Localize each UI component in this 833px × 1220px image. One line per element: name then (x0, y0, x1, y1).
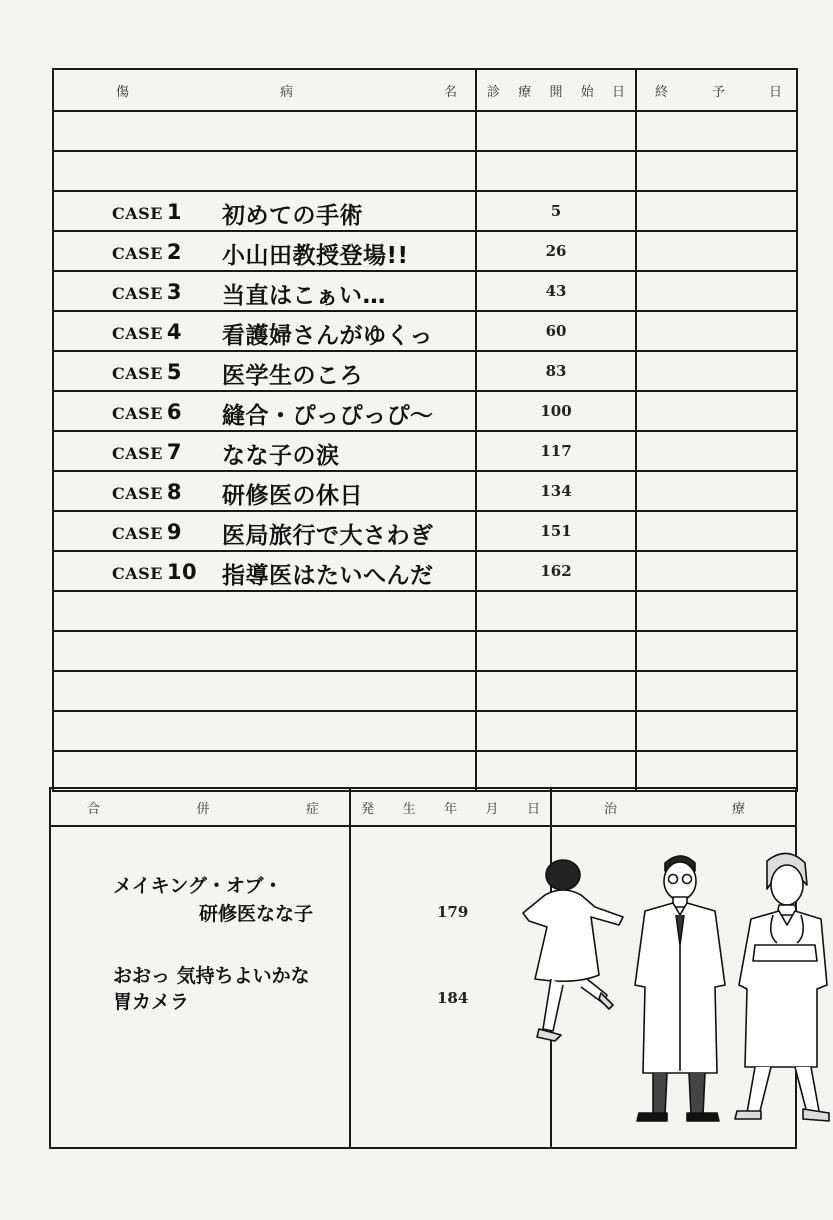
header-disease-name: 傷 病 名 (53, 69, 476, 111)
case-title: 初めての手術 (222, 203, 363, 229)
case-label: CASE 7 (112, 440, 183, 464)
header-row (53, 69, 797, 111)
case-title: 当直はこぁい… (222, 283, 387, 309)
extras-titles-cell (50, 826, 350, 1148)
case-title: 研修医の休日 (222, 483, 363, 509)
empty-row (53, 711, 797, 751)
empty-row (53, 751, 797, 791)
case-row (53, 551, 797, 591)
case-title: 看護婦さんがゆくっ (222, 323, 434, 349)
header-complication: 合 併 症 (50, 788, 350, 826)
case-label: CASE 8 (112, 480, 183, 504)
case-page: 162 (476, 551, 636, 591)
empty-row (53, 151, 797, 191)
young-doctor-figure (735, 853, 829, 1121)
empty-row (53, 111, 797, 151)
case-label: CASE 5 (112, 360, 183, 384)
case-title: 小山田教授登場!! (222, 243, 409, 269)
case-label: CASE 3 (112, 280, 183, 304)
extra-page: 184 (437, 989, 469, 1007)
header-end-date: 終 予 日 (636, 69, 797, 111)
header-treatment: 治 療 (551, 788, 796, 826)
header-onset-date: 発 生 年 月 日 (350, 788, 551, 826)
extras-header-row (50, 788, 796, 826)
case-row (53, 271, 797, 311)
case-row (53, 191, 797, 231)
case-page: 83 (476, 351, 636, 391)
extra-title-line: 研修医なな子 (199, 903, 314, 925)
case-page: 100 (476, 391, 636, 431)
case-row (53, 351, 797, 391)
extra-title-line: おおっ 気持ちよいかな (113, 965, 310, 987)
case-row (53, 231, 797, 271)
case-label: CASE 2 (112, 240, 183, 264)
header-start-date: 診 療 開 始 日 (476, 69, 636, 111)
case-label: CASE 9 (112, 520, 183, 544)
case-page: 60 (476, 311, 636, 351)
doctors-illustration (515, 845, 833, 1135)
extra-page: 179 (437, 903, 469, 921)
case-row (53, 511, 797, 551)
case-label: CASE 4 (112, 320, 183, 344)
running-figure (523, 860, 623, 1041)
empty-row (53, 591, 797, 631)
case-row (53, 431, 797, 471)
extra-title-line: 胃カメラ (113, 991, 190, 1013)
case-row (53, 391, 797, 431)
case-title: 指導医はたいへんだ (222, 563, 434, 589)
case-page: 43 (476, 271, 636, 311)
case-label: CASE 10 (112, 560, 198, 584)
case-label: CASE 1 (112, 200, 183, 224)
empty-row (53, 671, 797, 711)
case-title: 縫合・ぴっぴっぴ～ (222, 403, 434, 429)
contents-table (52, 68, 798, 792)
case-title: 医局旅行で大さわぎ (222, 523, 434, 549)
case-page: 5 (476, 191, 636, 231)
extra-title-line: メイキング・オブ・ (113, 875, 283, 897)
case-row (53, 311, 797, 351)
case-page: 151 (476, 511, 636, 551)
case-page: 117 (476, 431, 636, 471)
empty-row (53, 631, 797, 671)
case-row (53, 471, 797, 511)
case-label: CASE 6 (112, 400, 183, 424)
case-title: なな子の涙 (222, 443, 340, 469)
case-page: 134 (476, 471, 636, 511)
case-page: 26 (476, 231, 636, 271)
senior-doctor-figure (635, 856, 725, 1121)
case-title: 医学生のころ (222, 363, 363, 389)
